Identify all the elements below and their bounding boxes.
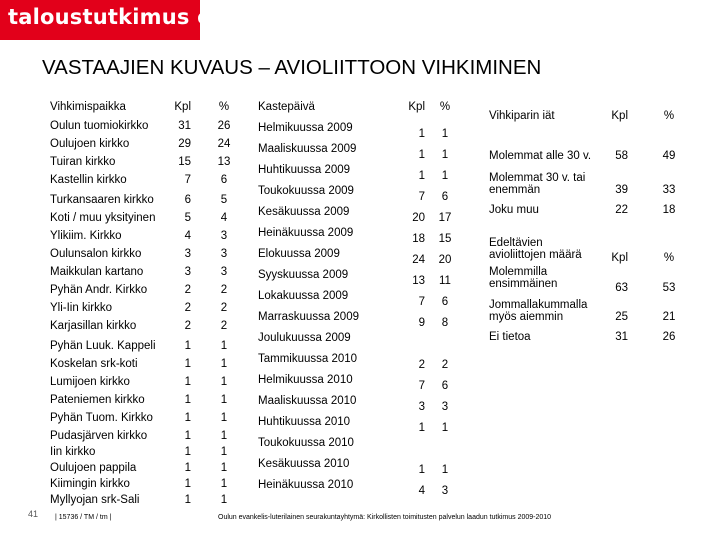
age-row-count: 39: [615, 184, 628, 196]
venue-row-count: 15: [178, 156, 191, 168]
date-row-count: 7: [418, 191, 425, 203]
date-row-name: Toukokuussa 2009: [258, 185, 354, 197]
venue-row-name: Pyhän Tuom. Kirkko: [50, 412, 153, 424]
previous-row-name: Molemmilla ensimmäinen: [489, 266, 558, 290]
venue-row-count: 1: [184, 478, 191, 490]
date-row-name: Tammikuussa 2010: [258, 353, 358, 365]
venue-row-name: Ylikiim. Kirkko: [50, 230, 122, 242]
venue-row-count: 31: [178, 120, 191, 132]
venue-row-percent: 2: [220, 284, 228, 296]
venue-row-name: Karjasillan kirkko: [50, 320, 137, 332]
date-row-name: Maaliskuussa 2009: [258, 143, 357, 155]
age-row-count: 58: [615, 150, 628, 162]
venue-row-count: 3: [184, 266, 191, 278]
venue-row-percent: 26: [217, 120, 231, 132]
venue-row-percent: 3: [220, 230, 228, 242]
venue-row-percent: 5: [220, 194, 228, 206]
date-row-count: 24: [412, 254, 425, 266]
venue-row-name: Lumijoen kirkko: [50, 376, 130, 388]
venue-row-percent: 1: [220, 446, 228, 458]
date-row-name: Kesäkuussa 2009: [258, 206, 350, 218]
previous-row-count: 31: [615, 331, 628, 343]
date-row-count: 4: [418, 485, 425, 497]
date-row-name: Syyskuussa 2009: [258, 269, 349, 281]
venue-row-name: Pyhän Andr. Kirkko: [50, 284, 148, 296]
venue-row-name: Turkansaaren kirkko: [50, 194, 154, 206]
venue-row-percent: 1: [220, 462, 228, 474]
brand-logo-text: taloustutkimus oy: [8, 5, 226, 29]
date-row-count: 7: [418, 296, 425, 308]
date-row-count: 1: [418, 149, 425, 161]
venue-row-name: Oulun tuomiokirkko: [50, 120, 149, 132]
date-row-percent: 6: [441, 296, 449, 308]
page-title: VASTAAJIEN KUVAUS – AVIOLIITTOON VIHKIMINEN: [42, 56, 542, 79]
date-row-name: Toukokuussa 2010: [258, 437, 354, 449]
date-row-name: Helmikuussa 2010: [258, 374, 353, 386]
previous-header-label: Edeltävien avioliittojen määrä: [489, 237, 582, 261]
venue-row-percent: 1: [220, 358, 228, 370]
date-row-name: Huhtikuussa 2009: [258, 164, 351, 176]
venue-row-count: 1: [184, 376, 191, 388]
page-number: 41: [28, 509, 39, 519]
date-row-name: Lokakuussa 2009: [258, 290, 349, 302]
date-row-count: 1: [418, 422, 425, 434]
venue-row-count: 2: [184, 302, 191, 314]
venue-row-percent: 13: [217, 156, 231, 168]
venue-row-percent: 1: [220, 430, 228, 442]
date-header-label: Kastepäivä: [258, 101, 315, 113]
venue-row-percent: 1: [220, 340, 228, 352]
venue-row-count: 1: [184, 430, 191, 442]
venue-row-count: 2: [184, 284, 191, 296]
age-row-percent: 18: [662, 204, 676, 216]
venue-row-percent: 1: [220, 494, 228, 506]
venue-row-name: Kastellin kirkko: [50, 174, 127, 186]
date-row-percent: 1: [441, 422, 449, 434]
venue-row-count: 6: [184, 194, 191, 206]
venue-row-count: 1: [184, 340, 191, 352]
date-row-count: 2: [418, 359, 425, 371]
previous-header-count: Kpl: [611, 252, 628, 264]
brand-logo-bar: [0, 0, 226, 40]
venue-row-name: Koskelan srk-koti: [50, 358, 138, 370]
venue-row-name: Oulujoen kirkko: [50, 138, 130, 150]
venue-row-percent: 24: [217, 138, 231, 150]
date-row-name: Joulukuussa 2009: [258, 332, 351, 344]
date-row-percent: 3: [441, 401, 449, 413]
venue-row-count: 1: [184, 358, 191, 370]
venue-row-count: 7: [184, 174, 191, 186]
date-row-percent: 11: [439, 275, 451, 287]
venue-header-percent: %: [218, 101, 230, 113]
footer-study-title: Oulun evankelis-luterilainen seurakuntayhtymä: Kirkollisten toimitusten palvelun laadun tutkimus 2009-2010: [218, 514, 552, 521]
age-row-count: 22: [615, 204, 628, 216]
date-row-percent: 8: [441, 317, 449, 329]
venue-row-name: Pyhän Luuk. Kappeli: [50, 340, 156, 352]
previous-row-percent: 21: [662, 311, 676, 323]
age-row-name: Molemmat alle 30 v.: [489, 150, 592, 162]
date-row-count: 1: [418, 170, 425, 182]
venue-row-count: 1: [184, 494, 191, 506]
date-row-percent: 2: [441, 359, 449, 371]
venue-row-percent: 1: [220, 376, 228, 388]
venue-row-count: 3: [184, 248, 191, 260]
date-row-name: Elokuussa 2009: [258, 248, 340, 260]
previous-row-count: 63: [615, 282, 628, 294]
date-row-percent: 20: [438, 254, 452, 266]
date-row-count: 3: [418, 401, 425, 413]
venue-row-count: 1: [184, 394, 191, 406]
venue-row-name: Pateniemen kirkko: [50, 394, 145, 406]
date-row-count: 1: [418, 464, 425, 476]
age-row-name: Molemmat 30 v. tai enemmän: [489, 172, 586, 196]
date-row-percent: 1: [441, 170, 449, 182]
date-row-percent: 17: [438, 212, 452, 224]
date-row-count: 20: [412, 212, 425, 224]
venue-row-name: Pudasjärven kirkko: [50, 430, 148, 442]
previous-header-percent: %: [663, 252, 675, 264]
age-header-count: Kpl: [611, 110, 628, 122]
venue-row-name: Oulujoen pappila: [50, 462, 137, 474]
venue-row-name: Koti / muu yksityinen: [50, 212, 156, 224]
age-header-percent: %: [663, 110, 675, 122]
date-row-count: 7: [418, 380, 425, 392]
venue-row-name: Yli-Iin kirkko: [50, 302, 112, 314]
venue-row-name: Myllyojan srk-Sali: [50, 494, 140, 506]
date-row-count: 13: [412, 275, 425, 287]
age-row-name: Joku muu: [489, 204, 539, 216]
date-header-count: Kpl: [408, 101, 425, 113]
date-header-percent: %: [439, 101, 451, 113]
date-row-percent: 6: [441, 191, 449, 203]
age-row-percent: 49: [662, 150, 676, 162]
venue-row-percent: 6: [220, 174, 228, 186]
venue-row-count: 1: [184, 412, 191, 424]
age-header-label: Vihkiparin iät: [489, 110, 555, 122]
venue-row-count: 4: [184, 230, 191, 242]
previous-row-name: Ei tietoa: [489, 331, 531, 343]
date-row-percent: 1: [441, 128, 449, 140]
date-row-name: Maaliskuussa 2010: [258, 395, 357, 407]
date-row-name: Kesäkuussa 2010: [258, 458, 350, 470]
date-row-name: Marraskuussa 2009: [258, 311, 359, 323]
venue-header-label: Vihkimispaikka: [50, 101, 126, 113]
date-row-percent: 1: [441, 149, 449, 161]
footer-project-code: | 15736 / TM / tm |: [55, 514, 112, 521]
venue-row-count: 1: [184, 462, 191, 474]
venue-row-percent: 1: [220, 412, 228, 424]
venue-row-percent: 3: [220, 266, 228, 278]
date-row-percent: 3: [441, 485, 449, 497]
venue-row-percent: 4: [220, 212, 228, 224]
venue-row-name: Maikkulan kartano: [50, 266, 144, 278]
date-row-count: 18: [412, 233, 425, 245]
date-row-name: Heinäkuussa 2010: [258, 479, 354, 491]
venue-row-percent: 1: [220, 394, 228, 406]
venue-row-count: 1: [184, 446, 191, 458]
venue-header-count: Kpl: [174, 101, 191, 113]
date-row-percent: 1: [441, 464, 449, 476]
venue-row-percent: 2: [220, 320, 228, 332]
venue-row-percent: 1: [220, 478, 228, 490]
venue-row-count: 5: [184, 212, 191, 224]
previous-row-percent: 53: [662, 282, 676, 294]
venue-row-percent: 3: [220, 248, 228, 260]
venue-row-percent: 2: [220, 302, 228, 314]
date-row-name: Huhtikuussa 2010: [258, 416, 351, 428]
previous-row-percent: 26: [662, 331, 676, 343]
age-row-percent: 33: [662, 184, 676, 196]
venue-row-name: Kiimingin kirkko: [50, 478, 130, 490]
date-row-count: 9: [418, 317, 425, 329]
venue-row-count: 29: [178, 138, 191, 150]
date-row-name: Heinäkuussa 2009: [258, 227, 354, 239]
venue-row-name: Tuiran kirkko: [50, 156, 116, 168]
previous-row-count: 25: [615, 311, 628, 323]
date-row-count: 1: [418, 128, 425, 140]
venue-row-count: 2: [184, 320, 191, 332]
date-row-percent: 15: [438, 233, 452, 245]
previous-row-name: Jommallakummalla myös aiemmin: [489, 299, 588, 323]
date-row-name: Helmikuussa 2009: [258, 122, 353, 134]
venue-row-name: Oulunsalon kirkko: [50, 248, 142, 260]
date-row-percent: 6: [441, 380, 449, 392]
venue-row-name: Iin kirkko: [50, 446, 96, 458]
